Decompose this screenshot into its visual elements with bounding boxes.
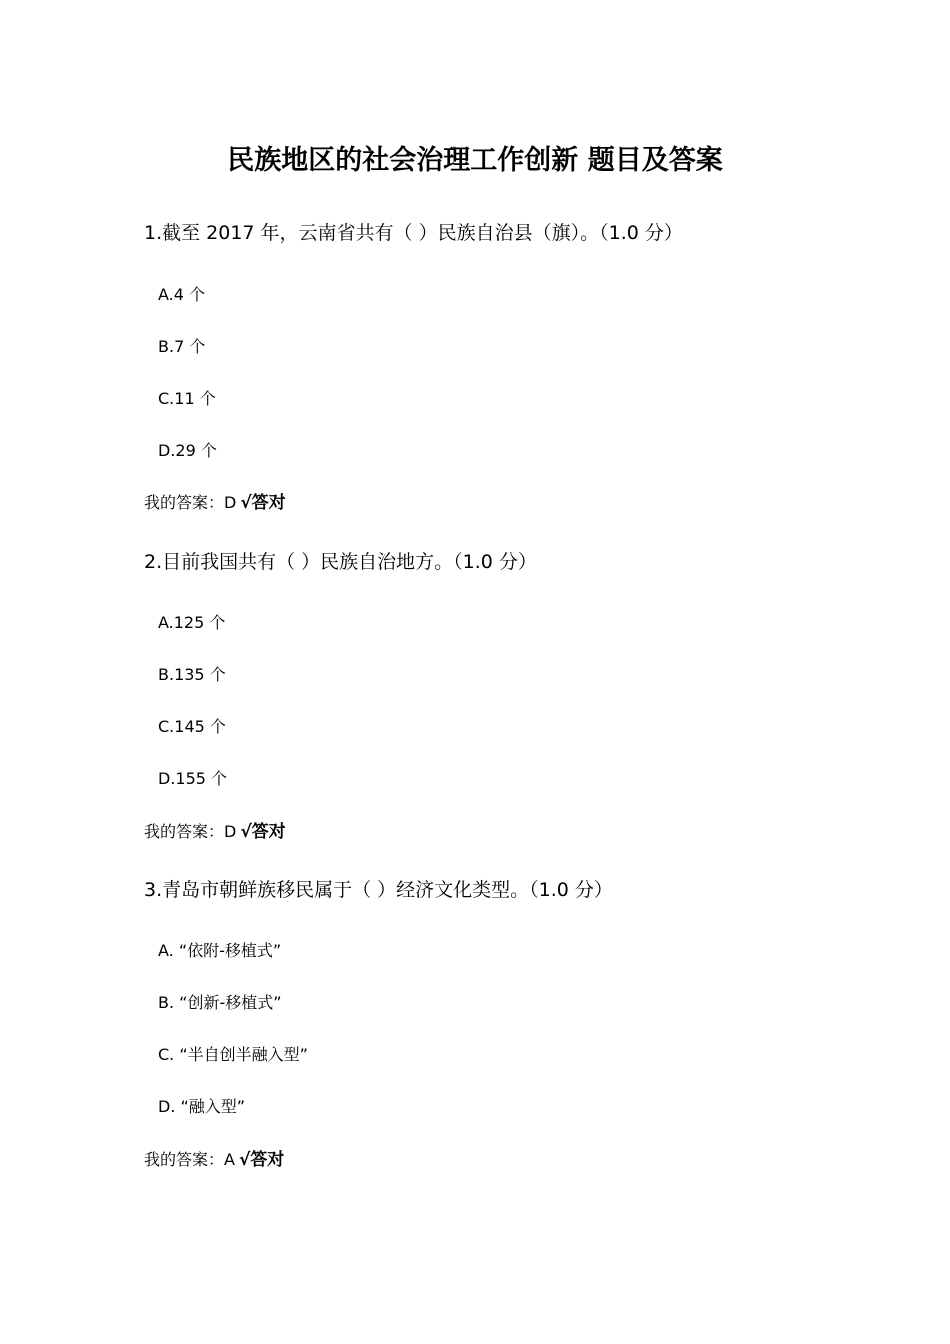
answer-result: √答对 [238, 1150, 285, 1170]
answer-result: √答对 [240, 493, 286, 513]
answer-label: 我的答案：D [144, 493, 237, 512]
my-answer [144, 488, 286, 513]
my-answer [144, 817, 286, 842]
question-text: 1.截至 2017 年，云南省共有（ ）民族自治县（旗）。（1.0 分） [144, 222, 683, 244]
page-title: 民族地区的社会治理工作创新 题目及答案 [227, 145, 723, 176]
question-text: 2.目前我国共有（ ）民族自治地方。（1.0 分） [144, 551, 537, 573]
answer-result: √答对 [240, 822, 286, 842]
option-a: A. “依附-移植式” [158, 941, 282, 960]
option-a: A.4 个 [158, 285, 206, 304]
option-d: D.29 个 [158, 441, 217, 460]
option-d: D. “融入型” [158, 1097, 246, 1116]
option-b: B. “创新-移植式” [158, 993, 282, 1012]
option-b: B.135 个 [158, 665, 226, 684]
question-2 [0, 547, 950, 877]
option-c: C.11 个 [158, 389, 216, 408]
option-c: C. “半自创半融入型” [158, 1045, 308, 1064]
answer-label: 我的答案：A [144, 1150, 235, 1169]
answer-label: 我的答案：D [144, 822, 237, 841]
question-1 [0, 218, 950, 548]
option-c: C.145 个 [158, 717, 226, 736]
option-a: A.125 个 [158, 613, 226, 632]
question-text: 3.青岛市朝鲜族移民属于（ ）经济文化类型。（1.0 分） [144, 879, 613, 901]
option-b: B.7 个 [158, 337, 206, 356]
my-answer [144, 1145, 284, 1170]
question-3 [0, 875, 950, 1205]
option-d: D.155 个 [158, 769, 228, 788]
